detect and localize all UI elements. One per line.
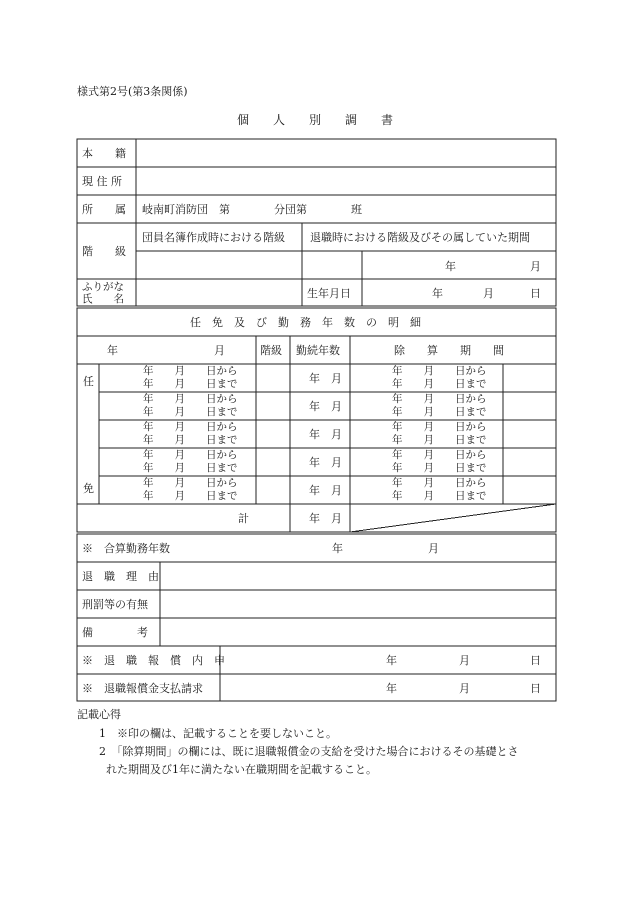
row-to: 年 月 日まで — [143, 378, 238, 390]
row-excluded-from: 年 月 日から — [392, 365, 487, 377]
name-field[interactable] — [137, 280, 301, 305]
birth-year: 年 — [432, 287, 443, 300]
reward-request-month: 月 — [459, 654, 470, 667]
birth-month: 月 — [483, 287, 494, 300]
row-from: 年 月 日から — [143, 393, 238, 405]
reward-request-label: ※ 退 職 報 償 内 申 — [82, 654, 225, 667]
address-field[interactable] — [137, 168, 555, 194]
penalty-label: 刑罰等の有無 — [82, 598, 148, 611]
row-excluded-from: 年 月 日から — [392, 449, 487, 461]
address-label: 現 住 所 — [82, 175, 122, 188]
row-to: 年 月 日まで — [143, 462, 238, 474]
retirement-reason-label: 退 職 理 由 — [82, 570, 159, 583]
honseki-field[interactable] — [137, 140, 555, 166]
name-label: 氏 名 — [82, 293, 124, 305]
remarks-field[interactable] — [161, 619, 555, 645]
row-service: 年 月 — [309, 400, 342, 413]
row-from: 年 月 日から — [143, 421, 238, 433]
col-year: 年 — [107, 344, 118, 357]
col-excluded-period: 除 算 期 間 — [394, 344, 504, 357]
row-service: 年 月 — [309, 372, 342, 385]
row-to: 年 月 日まで — [143, 490, 238, 502]
row-from: 年 月 日から — [143, 477, 238, 489]
row-excluded-from: 年 月 日から — [392, 421, 487, 433]
row-excluded-to: 年 月 日まで — [392, 406, 487, 418]
combined-years-label: ※ 合算勤務年数 — [82, 542, 170, 555]
furigana-label: ふりがな — [82, 281, 124, 293]
affiliation-value: 岐南町消防団 第 分団第 班 — [142, 203, 362, 216]
birth-day: 日 — [530, 287, 541, 300]
row-excluded-to: 年 月 日まで — [392, 462, 487, 474]
note-item-2-line-2: れた期間及び1年に満たない在職期間を記載すること。 — [106, 763, 377, 776]
birth-label: 生年月日 — [307, 287, 351, 300]
side-label-dismissal: 免 — [83, 482, 94, 495]
row-excluded-from: 年 月 日から — [392, 393, 487, 405]
row-service: 年 月 — [309, 484, 342, 497]
row-from: 年 月 日から — [143, 449, 238, 461]
service-section-title: 任 免 及 び 勤 務 年 数 の 明 細 — [190, 316, 421, 329]
reward-request-day: 日 — [530, 654, 541, 667]
rank-col1-header: 団員名簿作成時における階級 — [142, 231, 285, 244]
col-month: 月 — [214, 344, 225, 357]
row-from: 年 月 日から — [143, 365, 238, 377]
honseki-label: 本 籍 — [82, 147, 126, 160]
row-to: 年 月 日まで — [143, 434, 238, 446]
row-excluded-to: 年 月 日まで — [392, 378, 487, 390]
payment-claim-month: 月 — [459, 682, 470, 695]
remarks-label: 備 考 — [82, 626, 148, 639]
combined-year: 年 — [332, 542, 343, 555]
notes-heading: 記載心得 — [77, 708, 121, 721]
penalty-field[interactable] — [161, 591, 555, 617]
row-service: 年 月 — [309, 456, 342, 469]
row-excluded-to: 年 月 日まで — [392, 490, 487, 502]
row-excluded-from: 年 月 日から — [392, 477, 487, 489]
row-service: 年 月 — [309, 428, 342, 441]
rank-col2-header: 退職時における階級及びその属していた期間 — [310, 231, 530, 244]
col-rank: 階級 — [260, 344, 282, 357]
rank-col2-rank-field[interactable] — [303, 252, 361, 278]
payment-claim-label: ※ 退職報償金支払請求 — [82, 682, 203, 695]
payment-claim-year: 年 — [386, 682, 397, 695]
rank-period-month: 月 — [530, 260, 541, 273]
affiliation-label: 所 属 — [82, 203, 126, 216]
total-label: 計 — [238, 512, 249, 525]
note-item-2-line-1: 2 「除算期間」の欄には、既に退職報償金の支給を受けた場合におけるその基礎とさ — [99, 745, 519, 758]
row-excluded-to: 年 月 日まで — [392, 434, 487, 446]
retirement-reason-field[interactable] — [161, 563, 555, 589]
payment-claim-day: 日 — [530, 682, 541, 695]
rank-label: 階 級 — [82, 245, 126, 258]
side-label-appointment: 任 — [83, 375, 94, 388]
total-value: 年 月 — [309, 512, 342, 525]
page-title: 個 人 別 調 書 — [236, 113, 393, 127]
row-to: 年 月 日まで — [143, 406, 238, 418]
rank-period-year: 年 — [445, 260, 456, 273]
combined-month: 月 — [428, 542, 439, 555]
form-number: 様式第2号(第3条関係) — [77, 85, 188, 98]
note-item-1: 1 ※印の欄は、記載することを要しないこと。 — [99, 727, 337, 740]
reward-request-year: 年 — [386, 654, 397, 667]
rank-col1-field[interactable] — [137, 252, 301, 278]
col-years-service: 勤続年数 — [296, 344, 340, 357]
